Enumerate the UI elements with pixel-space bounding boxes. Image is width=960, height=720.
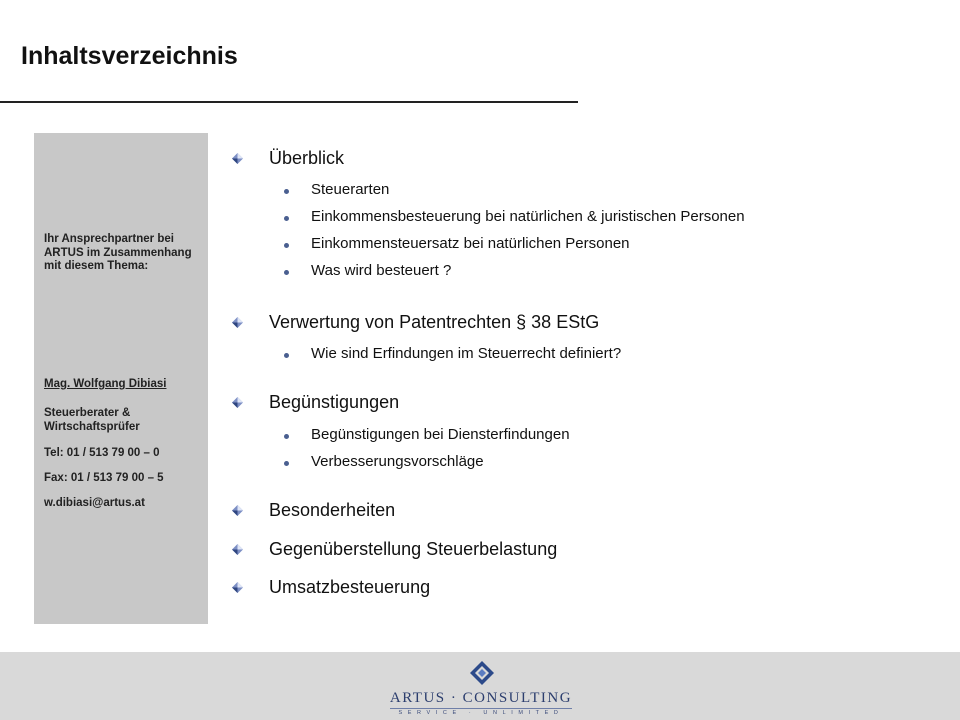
bullet-dot-icon xyxy=(284,243,289,248)
diamond-bullet-icon xyxy=(232,153,243,164)
logo-divider xyxy=(390,708,572,709)
logo-mark-icon xyxy=(469,660,495,686)
bullet-dot-icon xyxy=(284,189,289,194)
logo-wordmark: ARTUS · CONSULTING xyxy=(389,690,573,706)
bullet-dot-icon xyxy=(284,461,289,466)
diamond-bullet-icon xyxy=(232,582,243,593)
toc-heading: Gegenüberstellung Steuerbelastung xyxy=(269,539,558,559)
contact-intro: Ihr Ansprechpartner bei ARTUS im Zusammenhang mit diesem Thema: xyxy=(44,233,192,272)
bullet-dot-icon xyxy=(284,434,289,439)
bullet-dot-icon xyxy=(284,270,289,275)
logo-tagline: SERVICE · UNLIMITED xyxy=(398,710,564,716)
contact-fax: Fax: 01 / 513 79 00 – 5 xyxy=(44,472,164,484)
toc-heading: Umsatzbesteuerung xyxy=(269,577,431,597)
diamond-bullet-icon xyxy=(232,317,243,328)
toc-heading: Verwertung von Patentrechten § 38 EStG xyxy=(269,312,600,332)
contact-role: Steuerberater & Wirtschaftsprüfer xyxy=(44,407,140,433)
toc-heading: Begünstigungen xyxy=(269,392,400,412)
title-underline xyxy=(0,101,578,103)
footer-bar xyxy=(0,652,960,720)
bullet-dot-icon xyxy=(284,216,289,221)
toc-item-label: Steuerarten xyxy=(311,181,390,198)
contact-sidebar xyxy=(34,133,208,624)
toc-item-label: Einkommensbesteuerung bei natürlichen & juristischen Personen xyxy=(311,208,745,225)
toc-heading: Überblick xyxy=(269,148,345,168)
toc-item-label: Begünstigungen bei Diensterfindungen xyxy=(311,426,570,443)
contact-phone: Tel: 01 / 513 79 00 – 0 xyxy=(44,447,160,459)
page-title: Inhaltsverzeichnis xyxy=(21,42,238,70)
diamond-bullet-icon xyxy=(232,544,243,555)
contact-name: Mag. Wolfgang Dibiasi xyxy=(44,378,167,390)
toc-item-label: Was wird besteuert ? xyxy=(311,262,452,279)
toc-item-label: Verbesserungsvorschläge xyxy=(311,453,484,470)
toc-heading: Besonderheiten xyxy=(269,500,396,520)
toc-item-label: Wie sind Erfindungen im Steuerrecht definiert? xyxy=(311,345,622,362)
toc-item-label: Einkommensteuersatz bei natürlichen Personen xyxy=(311,235,630,252)
contact-email: w.dibiasi@artus.at xyxy=(44,497,145,509)
diamond-bullet-icon xyxy=(232,505,243,516)
artus-consulting-logo xyxy=(386,660,576,718)
diamond-bullet-icon xyxy=(232,397,243,408)
bullet-dot-icon xyxy=(284,353,289,358)
